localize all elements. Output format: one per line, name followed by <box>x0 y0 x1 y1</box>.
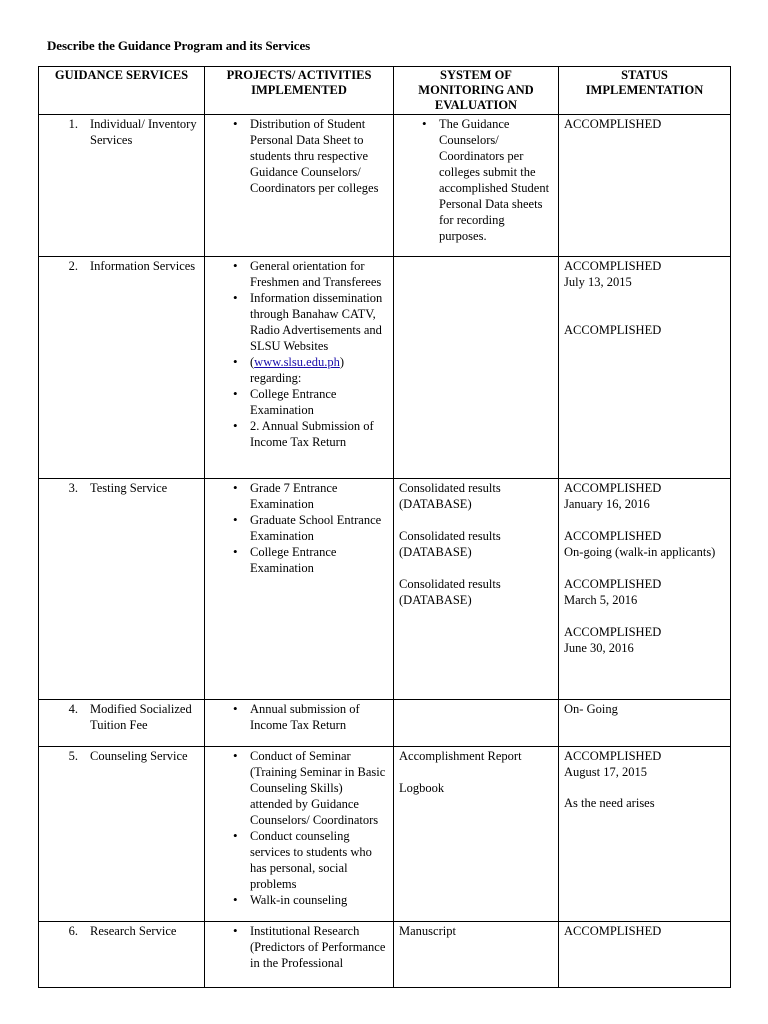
project-item: • Institutional Research (Predictors of Performance in the Professional <box>227 923 388 971</box>
header-status-implementation: STATUS IMPLEMENTATION <box>559 67 731 115</box>
status-line: ACCOMPLISHED <box>564 577 662 591</box>
project-item: • College Entrance Examination <box>227 386 388 418</box>
status-cell <box>559 479 731 700</box>
service-number: 2. <box>68 259 78 273</box>
header-projects-activities: PROJECTS/ ACTIVITIES IMPLEMENTED <box>205 67 394 115</box>
table-row <box>39 922 731 988</box>
service-name: Individual/ Inventory Services <box>90 117 197 147</box>
service-number: 3. <box>68 481 78 495</box>
status-line: ACCOMPLISHED <box>564 259 662 273</box>
service-name: Testing Service <box>90 481 168 495</box>
project-item: • Conduct counseling services to students who has personal, social problems <box>227 828 388 892</box>
table-row <box>39 115 731 257</box>
monitoring-line: Accomplishment Report <box>399 749 522 763</box>
service-name: Modified Socialized Tuition Fee <box>90 702 192 732</box>
service-number: 1. <box>68 117 78 131</box>
status-line: ACCOMPLISHED <box>564 924 662 938</box>
document-heading: Describe the Guidance Program and its Services <box>47 38 311 53</box>
status-line: ACCOMPLISHED <box>564 625 662 639</box>
service-name: Research Service <box>90 924 177 938</box>
project-item: • Graduate School Entrance Examination <box>227 512 388 544</box>
project-item: • Grade 7 Entrance Examination <box>227 480 388 512</box>
status-cell <box>559 115 731 257</box>
table-row <box>39 747 731 922</box>
status-line: As the need arises <box>564 796 655 810</box>
monitoring-cell <box>394 257 559 479</box>
monitoring-cell <box>394 922 559 988</box>
monitoring-line: Manuscript <box>399 924 456 938</box>
monitoring-cell <box>394 115 559 257</box>
service-number: 4. <box>68 702 78 716</box>
monitoring-cell <box>394 700 559 747</box>
projects-cell <box>205 115 394 257</box>
header-monitoring-evaluation: SYSTEM OF MONITORING AND EVALUATION <box>394 67 559 115</box>
projects-cell <box>205 257 394 479</box>
service-cell <box>39 747 205 922</box>
service-name: Counseling Service <box>90 749 188 763</box>
status-line: January 16, 2016 <box>564 497 650 511</box>
table-row <box>39 700 731 747</box>
service-cell <box>39 257 205 479</box>
monitoring-item: • The Guidance Counselors/ Coordinators per colleges submit the accomplished Student Personal Data sheets for recording purposes. <box>416 116 553 244</box>
table-row <box>39 257 731 479</box>
project-item: • 2. Annual Submission of Income Tax Return <box>227 418 388 450</box>
status-line: On-going (walk-in applicants) <box>564 545 716 559</box>
status-line: On- Going <box>564 702 618 716</box>
status-line: June 30, 2016 <box>564 641 634 655</box>
project-item: • Walk-in counseling <box>227 892 388 908</box>
table-row <box>39 479 731 700</box>
service-cell <box>39 700 205 747</box>
monitoring-line: Logbook <box>399 781 445 795</box>
monitoring-cell <box>394 747 559 922</box>
status-line: August 17, 2015 <box>564 765 647 779</box>
projects-cell <box>205 479 394 700</box>
projects-cell <box>205 747 394 922</box>
status-line: July 13, 2015 <box>564 275 632 289</box>
table-header-row <box>39 67 731 115</box>
monitoring-line: Consolidated results (DATABASE) <box>399 529 501 559</box>
service-number: 6. <box>68 924 78 938</box>
slsu-website-link[interactable]: www.slsu.edu.ph <box>254 355 340 369</box>
service-cell <box>39 479 205 700</box>
project-item: • College Entrance Examination <box>227 544 388 576</box>
status-line: ACCOMPLISHED <box>564 481 662 495</box>
status-cell <box>559 257 731 479</box>
monitoring-line: Consolidated results (DATABASE) <box>399 481 501 511</box>
project-item: • Information dissemination through Banahaw CATV, Radio Advertisements and SLSU Websites <box>227 290 388 354</box>
project-item: • Conduct of Seminar (Training Seminar in Basic Counseling Skills) attended by Guidance Counselors/ Coordinators <box>227 748 388 828</box>
status-line: ACCOMPLISHED <box>564 529 662 543</box>
monitoring-cell <box>394 479 559 700</box>
service-number: 5. <box>68 749 78 763</box>
project-item-link: • (www.slsu.edu.ph) regarding: <box>227 354 388 386</box>
status-line: ACCOMPLISHED <box>564 749 662 763</box>
status-cell <box>559 747 731 922</box>
project-item: • General orientation for Freshmen and Transferees <box>227 258 388 290</box>
service-cell <box>39 115 205 257</box>
service-name: Information Services <box>90 259 196 273</box>
project-item: • Distribution of Student Personal Data Sheet to students thru respective Guidance Counselors/ Coordinators per colleges <box>227 116 388 196</box>
service-cell <box>39 922 205 988</box>
projects-cell <box>205 922 394 988</box>
status-cell <box>559 922 731 988</box>
monitoring-line: Consolidated results (DATABASE) <box>399 577 501 607</box>
status-line: ACCOMPLISHED <box>564 323 662 337</box>
header-guidance-services: GUIDANCE SERVICES <box>39 67 205 115</box>
project-item: • Annual submission of Income Tax Return <box>227 701 388 733</box>
projects-cell <box>205 700 394 747</box>
status-cell <box>559 700 731 747</box>
status-line: March 5, 2016 <box>564 593 638 607</box>
status-line: ACCOMPLISHED <box>564 117 662 131</box>
guidance-services-table <box>38 66 731 988</box>
